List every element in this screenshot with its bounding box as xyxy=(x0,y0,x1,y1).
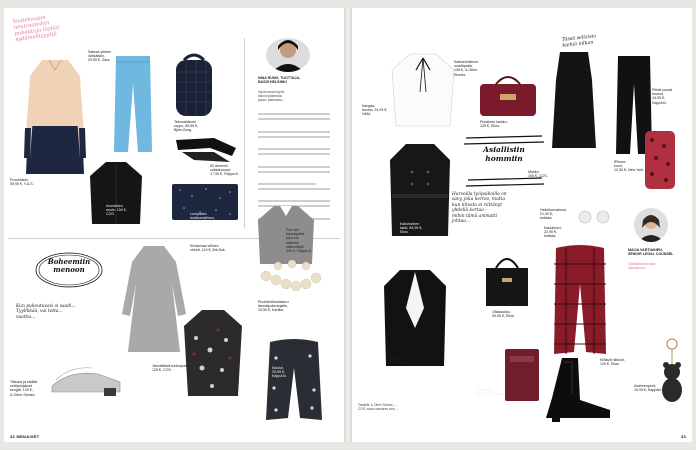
cardigan-caption: Avonainen neule, 150 €, COS. xyxy=(106,204,127,217)
printed-scarf-image xyxy=(260,338,328,422)
coat-caption: Sateaa yhteen värikäisiin, 29,95 €, Zara. xyxy=(88,50,112,63)
tights-caption: 60 denierin sukkahousut, 17,95 €, Filippa K. xyxy=(210,164,239,177)
tights-image xyxy=(174,136,238,164)
black-dress-caption: Mekko, 100 €, COS. xyxy=(528,170,548,179)
dress-caption: Kiviasmaa villinen vihreä, 119 €, Bik Bok. xyxy=(190,244,226,253)
earrings-caption: Helmikorvakorut, 21,90 €, Indiska. xyxy=(540,208,567,221)
white-blouse-image xyxy=(390,52,456,128)
black-sleeveless-dress-image xyxy=(550,50,598,150)
blue-trousers-image xyxy=(112,54,154,154)
spread-gutter xyxy=(344,8,352,442)
left-intro-handwriting: Vaatekaapin neutraaleihin pukeutuja löytää sydämellisyyttä. xyxy=(12,14,60,44)
keychain-caption: Avaimenperä, 19,95 €, Kappahl. xyxy=(634,384,663,393)
boho-body-text: Kun pukeutuvasi si saadi... Tyylikkää, vai totta... vaattia... xyxy=(16,304,76,320)
grey-dress-image xyxy=(122,244,186,354)
red-handbag-image xyxy=(478,74,538,118)
right-folio: 33 xyxy=(680,434,686,439)
clutch-caption: Lompakko laukkumallinen, 17,95 €, Lindex. xyxy=(190,212,216,225)
notebook-caption: Tyämuistio, 14,99 €, Papelan. xyxy=(476,388,505,397)
black-trousers-caption: Pitkät suorat housut, 44,95 €, KappAhl. xyxy=(652,88,672,105)
bear-keychain-image xyxy=(658,338,686,408)
trench-caption: Kaksirivinen takki, 89,95 €, Ellos. xyxy=(400,222,423,235)
business-body-text: Harvoilla työpaikoilla on sävy, joka kertoo, mutta kun liitosta ei riittänyt yhdellä kertaa – mihin tämä ammatti johtaa... xyxy=(452,192,507,225)
boots-caption: Kiiltävä nilkkuri, 129 €, Ellos. xyxy=(600,358,625,367)
blazer-caption: Jakku, 59 €, Ellos. xyxy=(388,356,406,365)
leopard-phone-case-image xyxy=(644,130,676,190)
profile-photo-maija xyxy=(634,208,668,242)
business-headline: Asiallisiin hommiin xyxy=(483,145,525,163)
right-page xyxy=(352,8,692,442)
profile-quote-maija: Tykkäänkorkeasta klassikosta... xyxy=(628,262,656,271)
tunic-caption: Jänniättävä tunikapaita, 125 €, COS. xyxy=(152,364,190,373)
black-tote-image xyxy=(484,254,530,308)
bead-necklace-image xyxy=(258,256,328,296)
patterned-tunic-image xyxy=(182,308,244,398)
phone-case-caption: iPhone- kuori, 12,50 €, New York. xyxy=(614,160,645,173)
profile-photo-nina xyxy=(266,38,310,72)
jacket-caption: Puvuntakki, 59,95 €, Y.A.S. xyxy=(10,178,34,187)
credits-text: Tekstiilit: & Other Stories, ... COS, www.cosstores.com, ... xyxy=(358,403,400,411)
right-intro-handwriting: Tässä sellaisia kiehiä nilkan xyxy=(561,34,597,49)
two-tone-coat-image xyxy=(24,56,86,176)
collar-caption: Kangas- kaulus, 24,99 €, H&M. xyxy=(362,104,388,117)
boho-headline: Boheemiin menoon xyxy=(47,257,91,274)
burgundy-notebook-image xyxy=(504,348,540,402)
red-check-scarf-image xyxy=(548,244,612,356)
pearl-earrings-image xyxy=(576,208,612,226)
black-blazer-image xyxy=(382,268,448,368)
left-folio: 32 MENAISET xyxy=(10,434,40,439)
scarf-caption-right: Kaulahuivi, 22,90 €, Indiska. xyxy=(544,226,562,239)
sweater-caption: Pue alle kauluspaita, joka tuo sisäisen säkenöintä, 349 €, Filippa K. xyxy=(286,228,312,254)
silver-shoes-image xyxy=(50,360,122,398)
profile-quote-nina: Hyvin sinun hyvin istuva pukeutua jossa, kakkoses... xyxy=(258,90,285,103)
left-page xyxy=(4,8,344,442)
blouse-caption: Kaikkeinhienon rusettipaita, 108 €, & Other Stories. xyxy=(454,60,479,77)
scarf-caption-left: Kauluri, 39,95 €, KappAhl. xyxy=(272,366,287,379)
tote-caption: Olkalaukku, 39,95 €, Ellos. xyxy=(492,310,515,319)
column-divider xyxy=(244,38,245,228)
red-bag-caption: Punainen laukku, 129 €, Ellos. xyxy=(480,120,508,129)
beads-caption: Puuhelmikaulakoru täsmäpukeutujalle, 15,50 €, Kartika. xyxy=(258,300,289,313)
shoes-caption: Tikkaus ja sisältä neliöpohjaiset kengät, 149 €, & Other Stories. xyxy=(10,380,38,397)
profile-name-nina: NINA RUNG, TUOTTAJA, BASIS HELSINKI xyxy=(258,76,301,85)
bag-caption: Tekonahkinen reppu, 69,95 €, Björn Borg. xyxy=(174,120,199,133)
profile-name-maija: MAIJA VARTIAINEN, SENIOR LEGAL COUNSEL xyxy=(628,248,674,257)
navy-backpack-image xyxy=(172,52,216,118)
